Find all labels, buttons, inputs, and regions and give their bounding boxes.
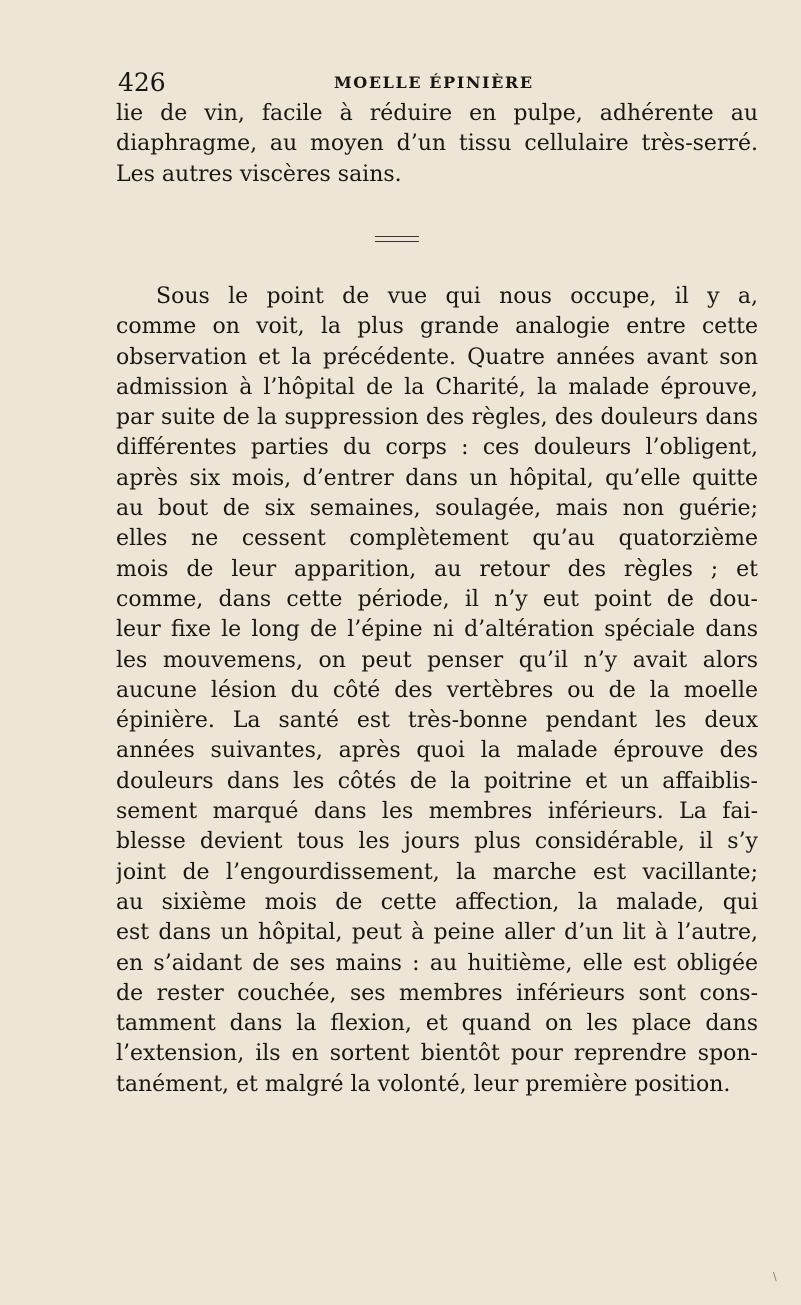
text-line: sement marqué dans les membres inférieurs. La fai- — [116, 799, 758, 825]
text-line: diaphragme, au moyen d’un tissu cellulaire très-serré. — [116, 131, 758, 157]
text-line: aucune lésion du côté des vertèbres ou de la moelle — [116, 677, 758, 703]
section-separator — [375, 236, 419, 242]
text-line: admission à l’hôpital de la Charité, la malade éprouve, — [116, 374, 758, 400]
text-line: épinière. La santé est très-bonne pendant les deux — [116, 708, 758, 734]
text-line: comme, dans cette période, il n’y eut point de dou- — [116, 586, 758, 612]
text-line: Sous le point de vue qui nous occupe, il y a, — [156, 284, 758, 309]
text-line: blesse devient tous les jours plus considérable, il s’y — [116, 829, 758, 855]
text-line: mois de leur apparition, au retour des règles ; et — [116, 556, 758, 582]
text-line: l’extension, ils en sortent bientôt pour reprendre spon- — [116, 1041, 758, 1067]
text-line: les mouvemens, on peut penser qu’il n’y avait alors — [116, 647, 758, 673]
text-line: observation et la précédente. Quatre années avant son — [116, 344, 758, 370]
text-line: au bout de six semaines, soulagée, mais non guérie; — [116, 496, 758, 522]
paragraph-main — [116, 282, 758, 1100]
text-line: après six mois, d’entrer dans un hôpital, qu’elle quitte — [116, 465, 758, 491]
text-line: tamment dans la flexion, et quand on les place dans — [116, 1011, 758, 1037]
page-header — [116, 68, 758, 98]
text-line: au sixième mois de cette affection, la malade, qui — [116, 889, 758, 915]
text-line: en s’aidant de ses mains : au huitième, elle est obligée — [116, 950, 758, 976]
text-line: elles ne cessent complètement qu’au quatorzième — [116, 526, 758, 552]
text-line: douleurs dans les côtés de la poitrine et un affaiblis- — [116, 768, 758, 794]
paragraph-continuation — [116, 99, 758, 190]
text-line: par suite de la suppression des règles, des douleurs dans — [116, 405, 758, 431]
text-line: tanément, et malgré la volonté, leur première position. — [116, 1071, 731, 1097]
page-number: 426 — [118, 68, 166, 97]
text-line: est dans un hôpital, peut à peine aller d’un lit à l’autre, — [116, 920, 758, 946]
text-line: leur fixe le long de l’épine ni d’altération spéciale dans — [116, 617, 758, 643]
text-line: Les autres viscères sains. — [116, 161, 402, 187]
page-edge-mark: \ — [773, 1270, 777, 1283]
text-line: joint de l’engourdissement, la marche est vacillante; — [116, 859, 758, 885]
text-line: de rester couchée, ses membres inférieurs sont cons- — [116, 980, 758, 1006]
text-line: lie de vin, facile à réduire en pulpe, adhérente au — [116, 101, 758, 126]
text-line: différentes parties du corps : ces douleurs l’obligent, — [116, 435, 758, 461]
text-line: comme on voit, la plus grande analogie entre cette — [116, 314, 758, 340]
text-line: années suivantes, après quoi la malade éprouve des — [116, 738, 758, 764]
running-head: MOELLE ÉPINIÈRE — [334, 73, 534, 92]
